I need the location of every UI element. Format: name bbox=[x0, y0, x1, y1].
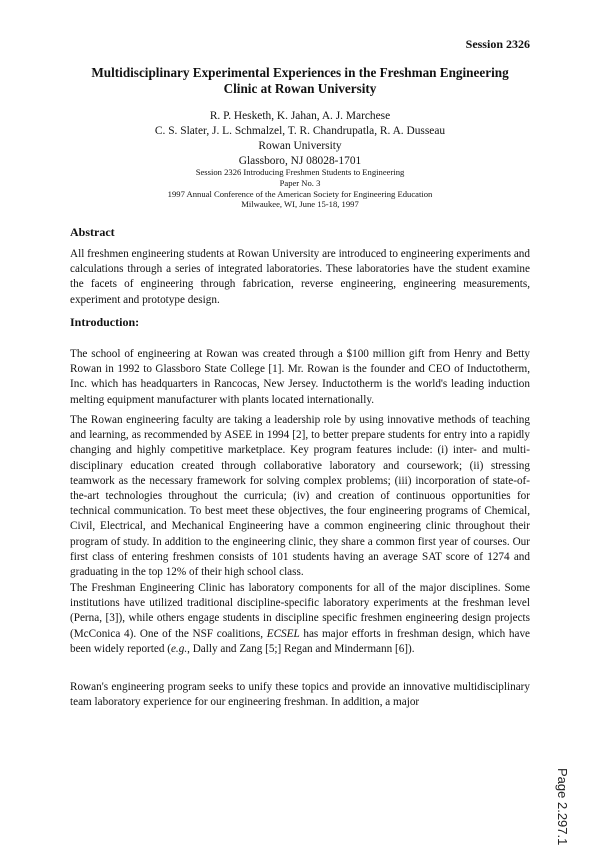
p3-text-b: has major efforts in freshman design, which have been widely reported ( bbox=[70, 627, 531, 655]
abstract-text: All freshmen engineering students at Rowan University are introduced to engineering experiments and calculations through a series of integrated laboratories. These laboratories have the student examine the facets of engineering through fabrication, reverse engineering, engineering measurements, experiment and prototype design. bbox=[70, 248, 530, 306]
conference-line-2: Paper No. 3 bbox=[279, 177, 321, 188]
p3-text-a: The Freshman Engineering Clinic has laboratory components for all of the major disciplines. Some institutions have utilized traditional discipline-specific laboratory experiments at the freshman level (Perna, [3]), while others engage students in discipline specific freshmen engineering design projects (McConica 4). One of the NSF coalitions, bbox=[70, 582, 530, 640]
ecsel-term: ECSEL bbox=[266, 627, 300, 640]
paper-title bbox=[70, 65, 530, 97]
conference-line-4: Milwaukee, WI, June 15-18, 1997 bbox=[241, 199, 359, 210]
page-number: Page 2.297.1 bbox=[555, 768, 570, 845]
conference-line-1: Session 2326 Introducing Freshmen Students to Engineering bbox=[195, 167, 405, 177]
authors-line-1: R. P. Hesketh, K. Jahan, A. J. Marchese bbox=[209, 110, 391, 122]
abstract-heading: Abstract bbox=[70, 225, 115, 239]
address: Glassboro, NJ 08028-1701 bbox=[238, 155, 362, 167]
title-line-1: Multidisciplinary Experimental Experiences in the Freshman Engineering bbox=[91, 65, 509, 80]
introduction-heading: Introduction: bbox=[70, 315, 140, 329]
intro-paragraph-3 bbox=[70, 581, 530, 657]
intro-paragraph-1: The school of engineering at Rowan was created through a $100 million gift from Henry and Betty Rowan in 1992 to Glassboro State College [1]. Mr. Rowan is the founder and CEO of Inductotherm, Inc. which has headquarters in Rancocas, New Jersey. Inductotherm is the world's leading induction melting equipment manufacturer with plants located internationally. bbox=[70, 348, 530, 406]
affiliation: Rowan University bbox=[258, 140, 342, 152]
authors-line-2: C. S. Slater, J. L. Schmalzel, T. R. Chandrupatla, R. A. Dusseau bbox=[154, 125, 446, 137]
eg-term: e.g. bbox=[170, 642, 188, 655]
intro-paragraph-2: The Rowan engineering faculty are taking a leadership role by using innovative methods of teaching and learning, as recommended by ASEE in 1994 [2], to better prepare students for entry into a rapidly changing and highly competitive marketplace. Key program features include: (i) inter- and multi-disciplinary education created through collaborative laboratory and coursework; (ii) stressing teamwork as the necessary framework for solving complex problems; (iii) incorporation of state-of-the-art technologies throughout the curricula; (iv) and creation of continuous opportunities for technical communication. To best meet these objectives, the four engineering programs of Chemical, Civil, Electrical, and Mechanical Engineering have a common engineering clinic throughout their program of study. In addition to the engineering clinic, they share a common first year of courses. Our first class of entering freshmen consists of 101 students having an average SAT score of 1274 and graduating in the top 12% of their high school class. bbox=[70, 414, 530, 579]
intro-paragraph-4: Rowan's engineering program seeks to unify these topics and provide an innovative multidisciplinary team laboratory experience for our engineering freshman. In addition, a major bbox=[70, 681, 530, 709]
session-label: Session 2326 bbox=[465, 37, 530, 51]
author-block bbox=[70, 109, 530, 169]
p3-text-c: , Dally and Zang [5;] Regan and Mindermann [6]). bbox=[187, 642, 415, 655]
conference-line-3: 1997 Annual Conference of the American Society for Engineering Education bbox=[167, 188, 433, 199]
title-line-2: Clinic at Rowan University bbox=[223, 81, 377, 96]
conference-info bbox=[70, 167, 530, 210]
